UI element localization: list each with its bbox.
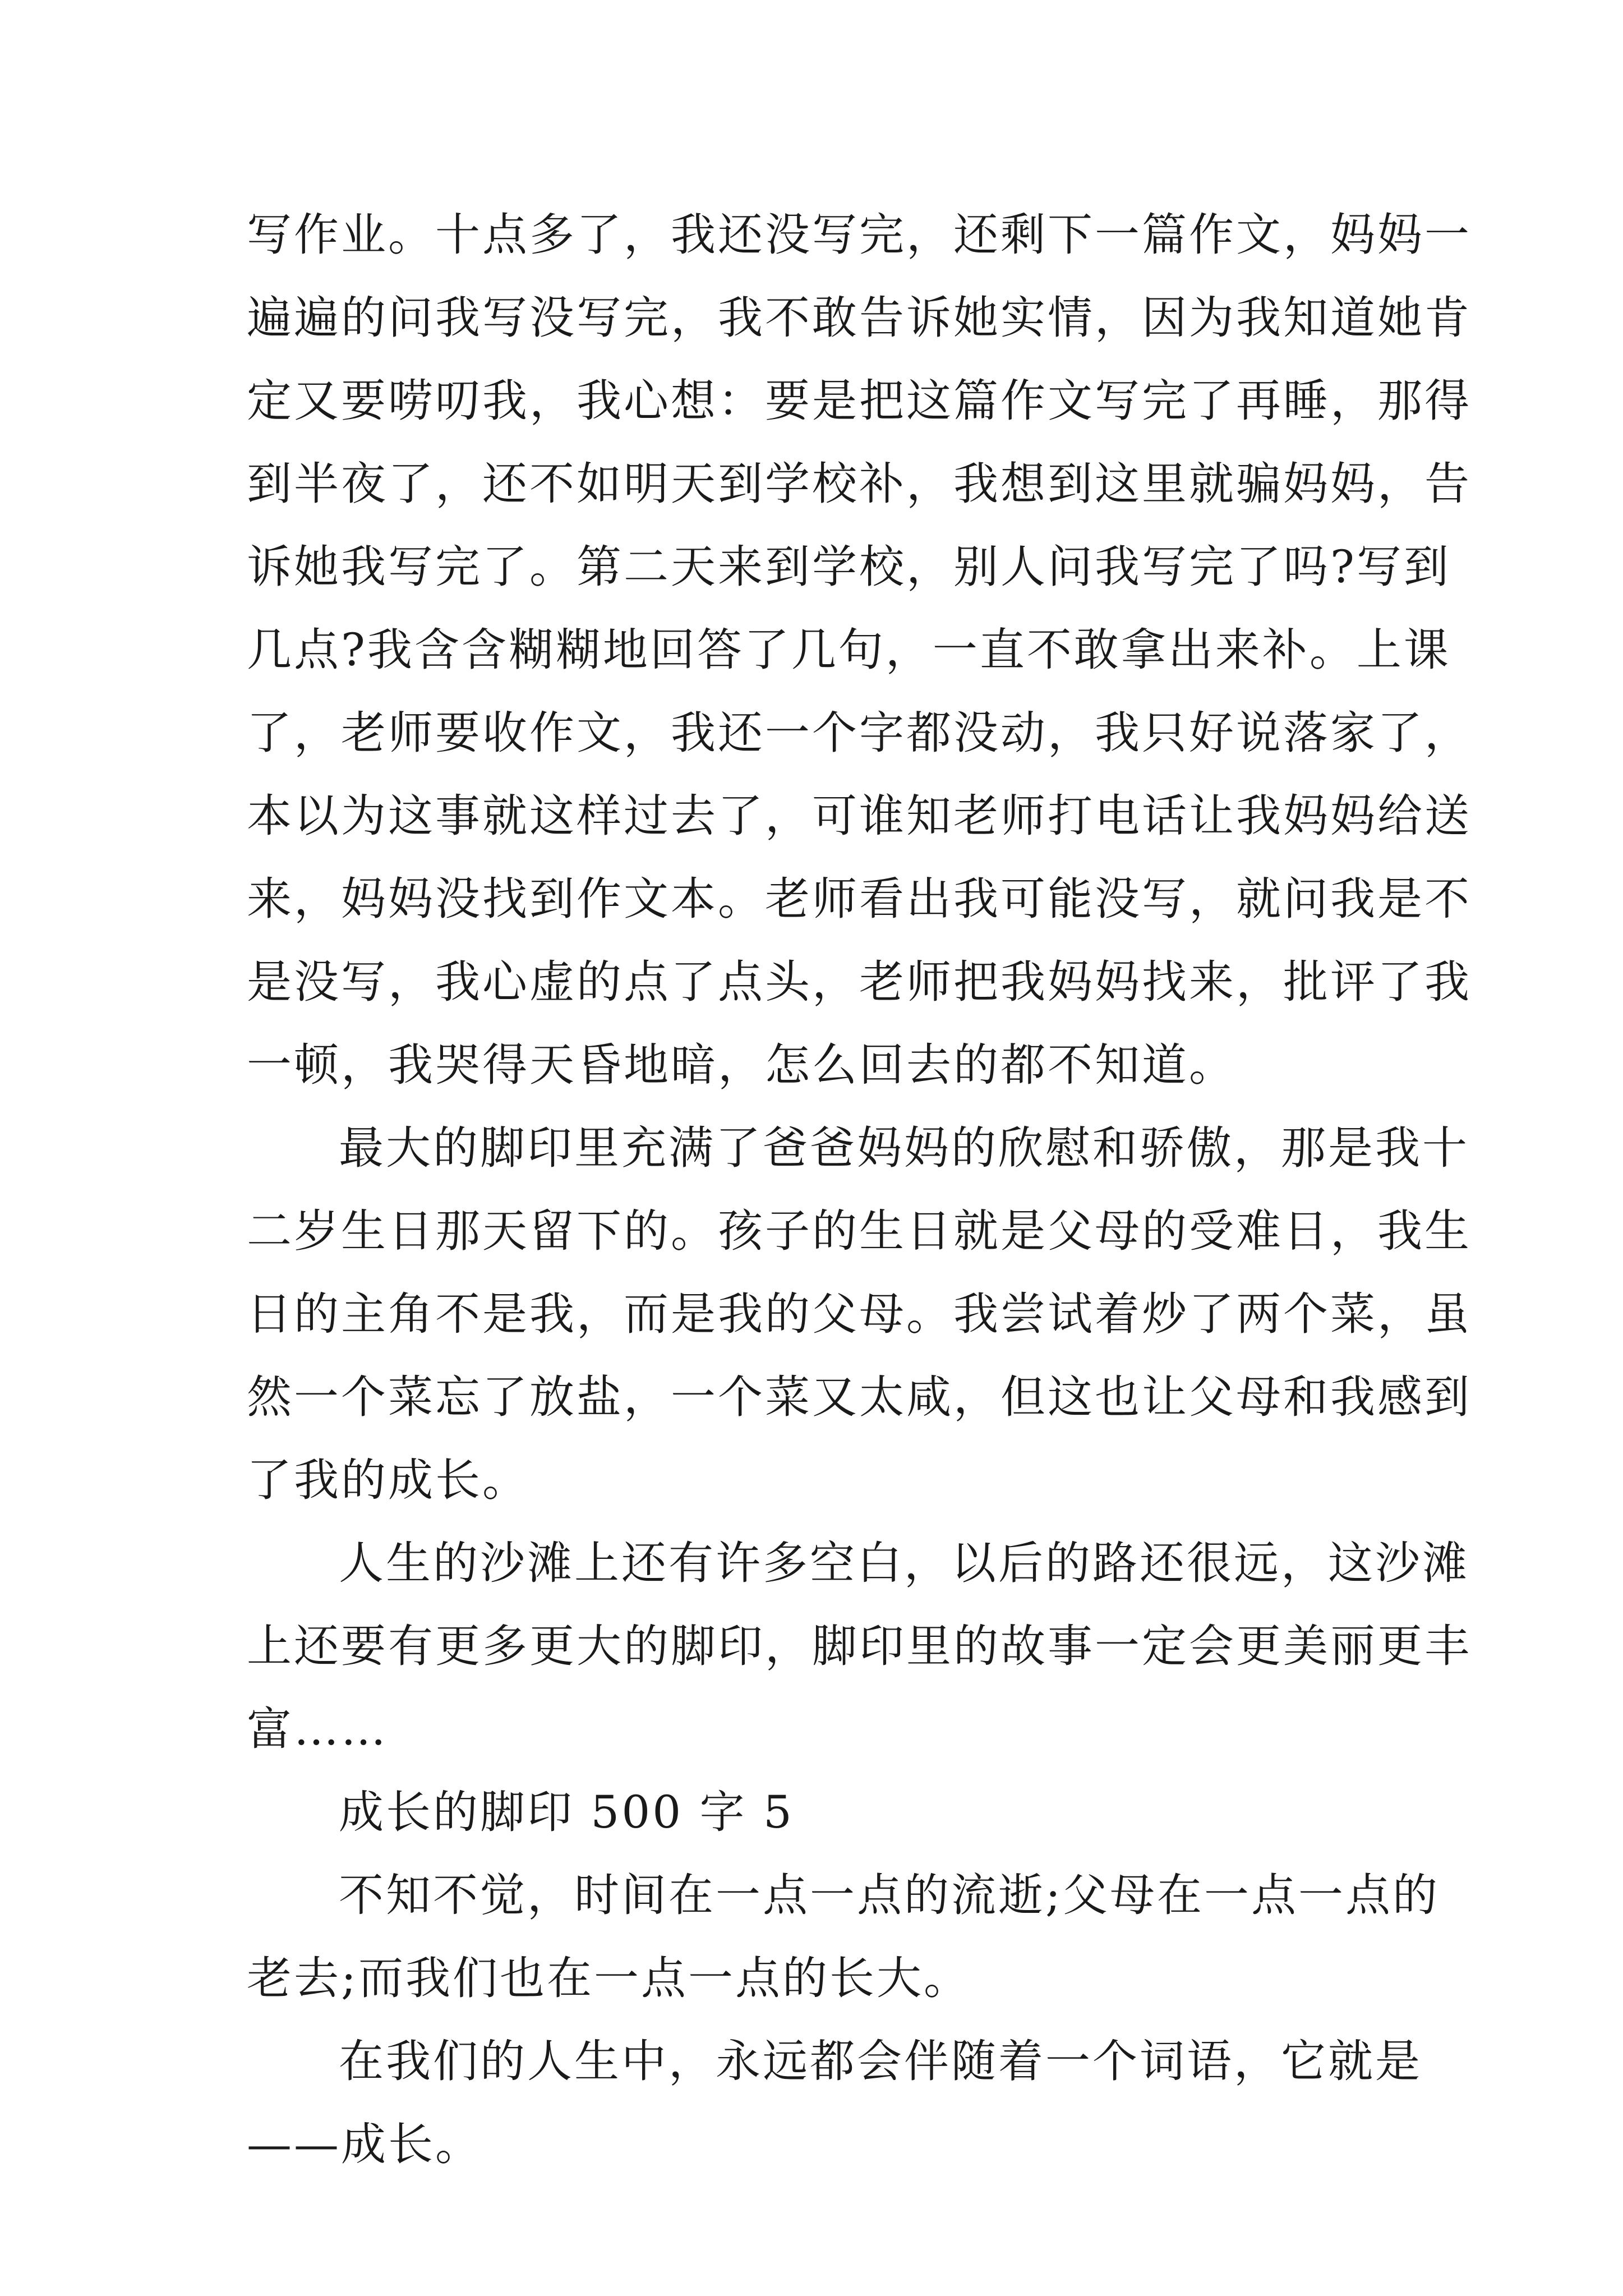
- text-line: 老去;而我们也在一点一点的长大。: [247, 1952, 971, 2004]
- text-line: 人生的沙滩上还有许多空白，以后的路还很远，这沙滩: [339, 1537, 1469, 1589]
- text-line: 几点?我含含糊糊地回答了几句，一直不敢拿出来补。上课: [247, 624, 1451, 676]
- text-line: 富……: [247, 1703, 388, 1755]
- text-line: 二岁生日那天留下的。孩子的生日就是父母的受难日，我生: [247, 1205, 1472, 1257]
- essay-title: 成长的脚印 500 字 5: [339, 1786, 794, 1838]
- paragraph-life-beach: [247, 1522, 1472, 1771]
- text-line: 了，老师要收作文，我还一个字都没动，我只好说落家了，: [247, 707, 1472, 759]
- text-line: 日的主角不是我，而是我的父母。我尝试着炒了两个菜，虽: [247, 1288, 1472, 1340]
- text-line: 到半夜了，还不如明天到学校补，我想到这里就骗妈妈，告: [247, 458, 1472, 510]
- text-line: 不知不觉，时间在一点一点的流逝;父母在一点一点的: [339, 1869, 1440, 1921]
- text-line: 一顿，我哭得天昏地暗，怎么回去的都不知道。: [247, 1039, 1236, 1091]
- text-line: 是没写，我心虚的点了点头，老师把我妈妈找来，批评了我: [247, 956, 1472, 1008]
- text-line: ——成长。: [247, 2118, 482, 2170]
- paragraph-time-passing: [247, 1854, 1440, 2020]
- text-line: 了我的成长。: [247, 1454, 529, 1506]
- text-line: 上还要有更多更大的脚印，脚印里的故事一定会更美丽更丰: [247, 1620, 1472, 1672]
- section-heading: [247, 1771, 1391, 1854]
- text-line: 写作业。十点多了，我还没写完，还剩下一篇作文，妈妈一: [247, 209, 1472, 261]
- text-line: 本以为这事就这样过去了，可谁知老师打电话让我妈妈给送: [247, 790, 1472, 842]
- text-line: 定又要唠叨我，我心想：要是把这篇作文写完了再睡，那得: [247, 375, 1472, 427]
- text-line: 然一个菜忘了放盐，一个菜又太咸，但这也让父母和我感到: [247, 1371, 1472, 1423]
- text-line: 在我们的人生中，永远都会伴随着一个词语，它就是: [339, 2035, 1422, 2087]
- paragraph-homework-story: [247, 194, 1472, 1107]
- text-line: 最大的脚印里充满了爸爸妈妈的欣慰和骄傲，那是我十: [339, 1122, 1469, 1174]
- paragraph-biggest-footprint: [247, 1107, 1472, 1522]
- document-body: [247, 194, 1472, 2186]
- text-line: 诉她我写完了。第二天来到学校，别人问我写完了吗?写到: [247, 541, 1451, 593]
- text-line: 来，妈妈没找到作文本。老师看出我可能没写，就问我是不: [247, 873, 1472, 925]
- text-line: 遍遍的问我写没写完，我不敢告诉她实情，因为我知道她肯: [247, 292, 1472, 344]
- paragraph-growth-word: [247, 2020, 1422, 2186]
